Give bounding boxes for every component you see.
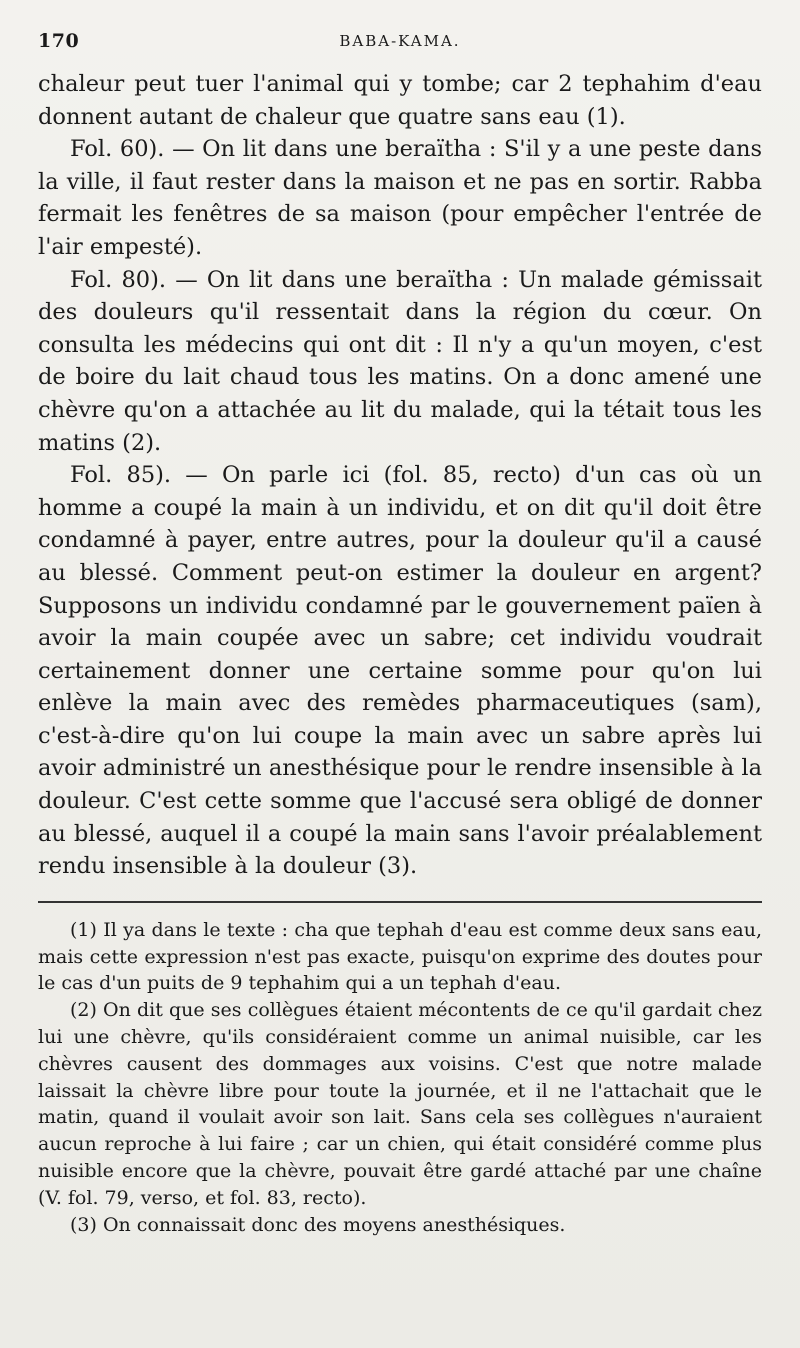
paragraph-fol-80: Fol. 80). — On lit dans une beraïtha : Un malade gémissait des douleurs qu'il ressentait dans la région du cœur. On consulta les médecins qui ont dit : Il n'y a qu'un moyen, c'est de boire du lait chaud tous les matins. On a donc amené une chèvre qu'on a attachée au lit du malade, qui la tétait tous les matins (2). bbox=[38, 266, 762, 456]
main-text bbox=[38, 68, 762, 883]
page-number: 170 bbox=[38, 30, 80, 52]
footnote-divider bbox=[38, 901, 762, 903]
running-head: BABA-KAMA. bbox=[339, 32, 461, 50]
paragraph-continuation: chaleur peut tuer l'animal qui y tombe; car 2 tephahim d'eau donnent autant de chaleur que quatre sans eau (1). bbox=[38, 71, 762, 130]
footnote-1: (1) Il ya dans le texte : cha que tephah d'eau est comme deux sans eau, mais cette expression n'est pas exacte, puisqu'on exprime des doutes pour le cas d'un puits de 9 tephahim qui a un tephah d'eau. bbox=[38, 918, 762, 995]
paragraph-fol-85: Fol. 85). — On parle ici (fol. 85, recto) d'un cas où un homme a coupé la main à un individu, et on dit qu'il doit être condamné à payer, entre autres, pour la douleur qu'il a causé au blessé. Comment peut-on estimer la douleur en argent? Supposons un individu condamné par le gouvernement païen à avoir la main coupée avec un sabre; cet individu voudrait certainement donner une certaine somme pour qu'on lui enlève la main avec des remèdes pharmaceutiques (sam), c'est-à-dire qu'on lui coupe la main avec un sabre après lui avoir administré un anesthésique pour le rendre insensible à la douleur. C'est cette somme que l'accusé sera obligé de donner au blessé, auquel il a coupé la main sans l'avoir préalablement rendu insensible à la douleur (3). bbox=[38, 462, 762, 880]
footnote-2: (2) On dit que ses collègues étaient mécontents de ce qu'il gardait chez lui une chèvre, qu'ils considéraient comme un animal nuisible, car les chèvres causent des dommages aux voisins. C'est que notre malade laissait la chèvre libre pour toute la journée, et il ne l'attachait que le matin, quand il voulait avoir son lait. Sans cela ses collègues n'auraient aucun reproche à lui faire ; car un chien, qui était considéré comme plus nuisible encore que la chèvre, pouvait être gardé attaché par une chaîne (V. fol. 79, verso, et fol. 83, recto). bbox=[38, 999, 762, 1209]
page-header bbox=[38, 30, 762, 60]
paragraph-fol-60: Fol. 60). — On lit dans une beraïtha : S'il y a une peste dans la ville, il faut rester dans la maison et ne pas en sortir. Rabba fermait les fenêtres de sa maison (pour empêcher l'entrée de l'air empesté). bbox=[38, 136, 762, 260]
footnotes bbox=[38, 917, 762, 1239]
footnote-3: (3) On connaissait donc des moyens anesthésiques. bbox=[70, 1213, 566, 1236]
